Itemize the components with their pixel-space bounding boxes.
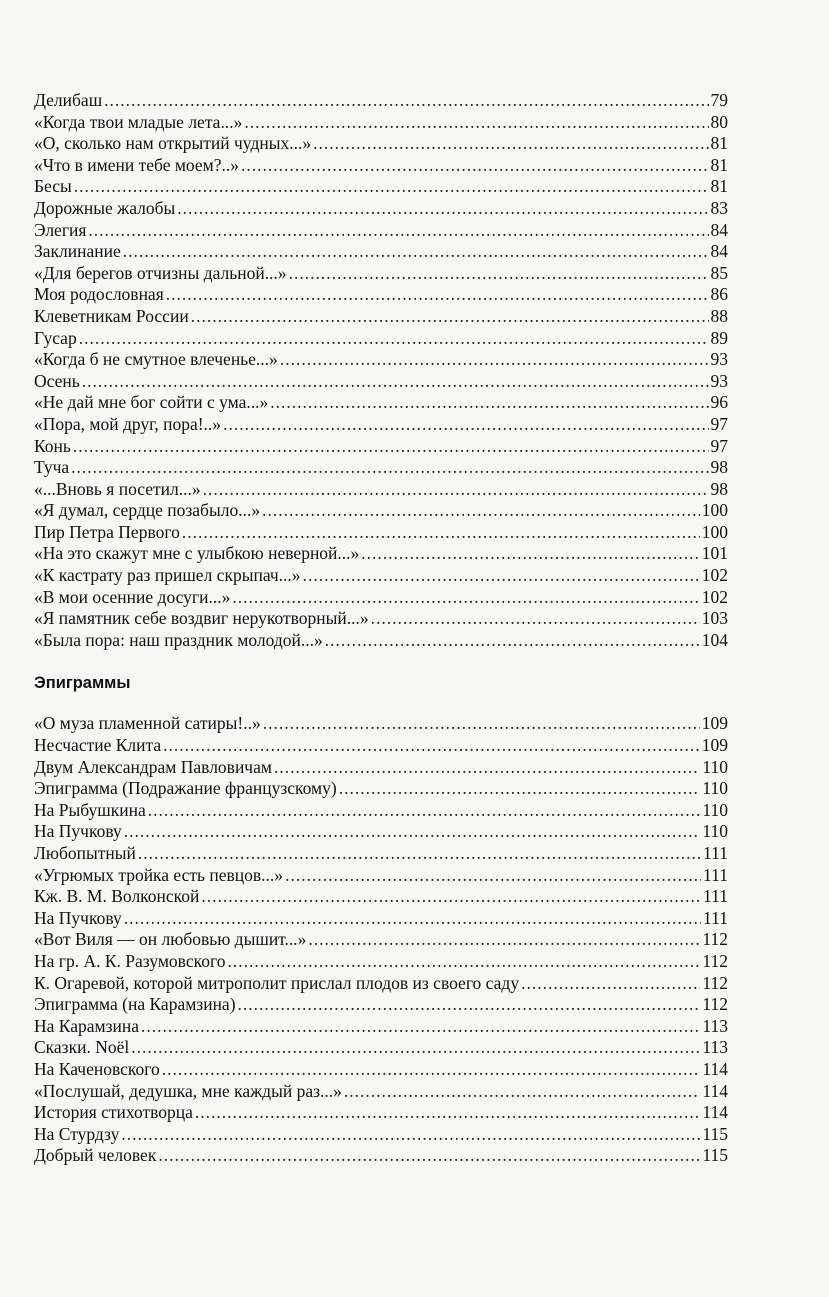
toc-entry-title: Эпиграмма (Подражание французскому) <box>34 778 337 799</box>
dot-leader <box>124 821 701 843</box>
toc-entry <box>34 994 728 1016</box>
toc-entry <box>34 886 728 908</box>
toc-entry-title: Элегия <box>34 219 87 240</box>
toc-entry-page: 111 <box>703 843 728 863</box>
toc-entry <box>34 1059 728 1081</box>
toc-entry <box>34 735 728 757</box>
toc-entry-page: 102 <box>701 586 728 607</box>
toc-entry <box>34 241 728 263</box>
toc-entry <box>34 90 728 112</box>
table-of-contents <box>34 90 728 1167</box>
dot-leader <box>79 328 709 350</box>
toc-entry-title: «Для берегов отчизны дальной...» <box>34 262 287 283</box>
toc-entry-title: На Пучкову <box>34 907 122 928</box>
toc-entry <box>34 328 728 350</box>
toc-entry-page: 84 <box>710 219 728 240</box>
dot-leader <box>201 886 701 908</box>
section-heading: Эпиграммы <box>34 674 131 693</box>
toc-entry-page: 97 <box>710 413 728 434</box>
dot-leader <box>238 994 701 1016</box>
toc-entry-title: «На это скажут мне с улыбкою неверной...» <box>34 543 360 564</box>
dot-leader <box>289 263 709 285</box>
toc-entry-page: 113 <box>702 1037 728 1058</box>
toc-entry-title: Двум Александрам Павловичам <box>34 756 272 777</box>
toc-entry-page: 110 <box>702 821 728 842</box>
toc-entry-title: К. Огаревой, которой митрополит прислал плодов из своего саду <box>34 972 520 993</box>
dot-leader <box>244 112 708 134</box>
toc-entry-title: На Карамзина <box>34 1015 139 1036</box>
dot-leader <box>148 800 701 822</box>
toc-entry <box>34 112 728 134</box>
toc-entry-page: 96 <box>710 392 728 413</box>
toc-entry-page: 109 <box>701 713 728 734</box>
toc-entry-page: 86 <box>710 284 728 305</box>
dot-leader <box>82 371 709 393</box>
toc-entry <box>34 713 728 735</box>
toc-entry-page: 84 <box>710 241 728 262</box>
dot-leader <box>241 155 709 177</box>
toc-entry <box>34 1145 728 1167</box>
dot-leader <box>71 457 708 479</box>
toc-entry <box>34 500 728 522</box>
dot-leader <box>182 522 700 544</box>
toc-entry <box>34 284 728 306</box>
toc-entry <box>34 1102 728 1124</box>
toc-entry-title: Сказки. Noël <box>34 1037 130 1058</box>
dot-leader <box>104 90 708 112</box>
toc-entry <box>34 155 728 177</box>
toc-entry-title: «В мои осенние досуги...» <box>34 586 231 607</box>
dot-leader <box>313 133 708 155</box>
dot-leader <box>270 392 708 414</box>
toc-entry <box>34 843 728 865</box>
toc-entry-page: 112 <box>702 972 728 993</box>
toc-entry <box>34 1124 728 1146</box>
toc-entry <box>34 543 728 565</box>
toc-entry-title: Пир Петра Первого <box>34 521 180 542</box>
toc-entry-page: 88 <box>710 305 728 326</box>
toc-entry <box>34 973 728 995</box>
toc-entry-title: «Пора, мой друг, пора!..» <box>34 413 222 434</box>
toc-entry-title: На Пучкову <box>34 821 122 842</box>
dot-leader <box>262 500 700 522</box>
toc-entry-title: «Я думал, сердце позабыло...» <box>34 500 261 521</box>
toc-entry-title: «О, сколько нам открытий чудных...» <box>34 133 312 154</box>
toc-entry-title: «Была пора: наш праздник молодой...» <box>34 629 323 650</box>
dot-leader <box>88 220 708 242</box>
toc-entry-title: Клеветникам России <box>34 305 189 326</box>
toc-entry-page: 98 <box>710 478 728 499</box>
toc-entry <box>34 414 728 436</box>
dot-leader <box>195 1102 700 1124</box>
dot-leader <box>371 608 700 630</box>
toc-entry <box>34 198 728 220</box>
toc-entry-title: «Послушай, дедушка, мне каждый раз...» <box>34 1080 342 1101</box>
toc-entry <box>34 1016 728 1038</box>
toc-entry-title: Бесы <box>34 176 72 197</box>
toc-entry-page: 80 <box>710 111 728 132</box>
dot-leader <box>73 436 709 458</box>
dot-leader <box>361 543 699 565</box>
dot-leader <box>141 1016 700 1038</box>
dot-leader <box>274 757 700 779</box>
toc-entry <box>34 908 728 930</box>
toc-entry-title: Дорожные жалобы <box>34 197 176 218</box>
toc-entry-page: 81 <box>710 133 728 154</box>
toc-entry <box>34 929 728 951</box>
toc-entry-page: 114 <box>702 1058 728 1079</box>
toc-entry-title: Туча <box>34 457 70 478</box>
toc-list-epigrams <box>34 713 728 1166</box>
toc-entry-title: На Рыбушкина <box>34 799 146 820</box>
toc-entry <box>34 1037 728 1059</box>
toc-entry-page: 110 <box>702 778 728 799</box>
toc-entry-page: 109 <box>701 735 728 756</box>
dot-leader <box>285 865 701 887</box>
toc-entry-title: Добрый человек <box>34 1145 157 1166</box>
toc-entry-title: «К кастрату раз пришел скрыпач...» <box>34 565 301 586</box>
toc-entry-title: История стихотворца <box>34 1102 193 1123</box>
dot-leader <box>121 1124 700 1146</box>
toc-entry-page: 98 <box>710 457 728 478</box>
toc-entry-page: 112 <box>702 994 728 1015</box>
dot-leader <box>303 565 700 587</box>
dot-leader <box>131 1037 700 1059</box>
toc-entry <box>34 263 728 285</box>
toc-entry-title: На гр. А. К. Разумовского <box>34 950 226 971</box>
toc-entry-page: 113 <box>702 1015 728 1036</box>
toc-entry-title: «Когда твои младые лета...» <box>34 111 243 132</box>
toc-entry-page: 112 <box>702 929 728 950</box>
toc-entry-page: 81 <box>710 154 728 175</box>
toc-entry-page: 111 <box>703 907 728 928</box>
toc-entry-page: 104 <box>701 629 728 650</box>
toc-entry <box>34 1081 728 1103</box>
dot-leader <box>162 1059 701 1081</box>
toc-entry-page: 93 <box>710 349 728 370</box>
dot-leader <box>158 1145 700 1167</box>
toc-entry-page: 89 <box>710 327 728 348</box>
toc-entry-title: «Не дай мне бог сойти с ума...» <box>34 392 269 413</box>
toc-entry-title: «...Вновь я посетил...» <box>34 478 201 499</box>
toc-entry-title: «Я памятник себе воздвиг нерукотворный...» <box>34 608 369 629</box>
toc-entry <box>34 800 728 822</box>
toc-entry-page: 101 <box>701 543 728 564</box>
toc-entry <box>34 821 728 843</box>
toc-entry-title: На Стурдзу <box>34 1123 120 1144</box>
toc-entry <box>34 778 728 800</box>
dot-leader <box>263 713 700 735</box>
toc-entry-title: Моя родословная <box>34 284 164 305</box>
dot-leader <box>123 241 709 263</box>
toc-entry <box>34 951 728 973</box>
toc-entry-page: 83 <box>710 197 728 218</box>
toc-entry-page: 81 <box>710 176 728 197</box>
dot-leader <box>280 349 709 371</box>
toc-entry <box>34 176 728 198</box>
toc-entry-title: Заклинание <box>34 241 121 262</box>
toc-entry <box>34 565 728 587</box>
dot-leader <box>138 843 701 865</box>
toc-entry-title: Эпиграмма (на Карамзина) <box>34 994 236 1015</box>
toc-entry <box>34 479 728 501</box>
toc-entry <box>34 522 728 544</box>
toc-entry-page: 100 <box>701 521 728 542</box>
toc-entry-page: 100 <box>701 500 728 521</box>
dot-leader <box>191 306 709 328</box>
dot-leader <box>166 284 709 306</box>
toc-entry <box>34 457 728 479</box>
toc-entry-title: «Когда б не смутное влеченье...» <box>34 349 278 370</box>
toc-entry-page: 79 <box>710 90 728 110</box>
toc-entry-title: «Вот Виля — он любовью дышит...» <box>34 929 307 950</box>
toc-entry-page: 115 <box>702 1145 728 1166</box>
toc-entry-page: 111 <box>703 886 728 907</box>
toc-entry-page: 93 <box>710 370 728 391</box>
toc-entry-title: «О муза пламенной сатиры!..» <box>34 713 261 734</box>
dot-leader <box>124 908 701 930</box>
toc-list-main <box>34 90 728 651</box>
toc-entry <box>34 349 728 371</box>
toc-entry-title: Несчастие Клита <box>34 735 162 756</box>
toc-entry <box>34 865 728 887</box>
toc-entry-page: 115 <box>702 1123 728 1144</box>
dot-leader <box>74 176 709 198</box>
toc-entry-title: Любопытный <box>34 843 136 863</box>
dot-leader <box>339 778 701 800</box>
toc-entry-title: Гусар <box>34 327 77 348</box>
toc-entry-title: «Что в имени тебе моем?..» <box>34 154 239 175</box>
toc-entry-title: Осень <box>34 370 80 391</box>
dot-leader <box>232 587 699 609</box>
dot-leader <box>203 479 709 501</box>
toc-entry-title: Кж. В. М. Волконской <box>34 886 200 907</box>
toc-entry <box>34 220 728 242</box>
toc-entry <box>34 608 728 630</box>
toc-entry-page: 97 <box>710 435 728 456</box>
toc-entry-title: На Каченовского <box>34 1058 160 1079</box>
toc-entry-title: Конь <box>34 435 71 456</box>
toc-entry <box>34 436 728 458</box>
dot-leader <box>521 973 700 995</box>
toc-entry-title: Делибаш <box>34 90 103 110</box>
toc-entry <box>34 133 728 155</box>
toc-entry-page: 85 <box>710 262 728 283</box>
toc-entry-page: 110 <box>702 799 728 820</box>
dot-leader <box>223 414 708 436</box>
dot-leader <box>308 929 700 951</box>
dot-leader <box>163 735 700 757</box>
toc-entry-page: 112 <box>702 950 728 971</box>
dot-leader <box>227 951 700 973</box>
toc-entry-title: «Угрюмых тройка есть певцов...» <box>34 864 284 885</box>
dot-leader <box>177 198 708 220</box>
toc-entry-page: 102 <box>701 565 728 586</box>
toc-entry-page: 111 <box>703 864 728 885</box>
toc-entry <box>34 587 728 609</box>
toc-entry-page: 114 <box>702 1102 728 1123</box>
toc-entry <box>34 371 728 393</box>
toc-entry <box>34 757 728 779</box>
toc-entry-page: 114 <box>702 1080 728 1101</box>
toc-entry <box>34 306 728 328</box>
dot-leader <box>344 1081 701 1103</box>
toc-entry <box>34 630 728 652</box>
toc-entry-page: 103 <box>701 608 728 629</box>
toc-entry <box>34 392 728 414</box>
dot-leader <box>325 630 700 652</box>
toc-entry-page: 110 <box>702 756 728 777</box>
